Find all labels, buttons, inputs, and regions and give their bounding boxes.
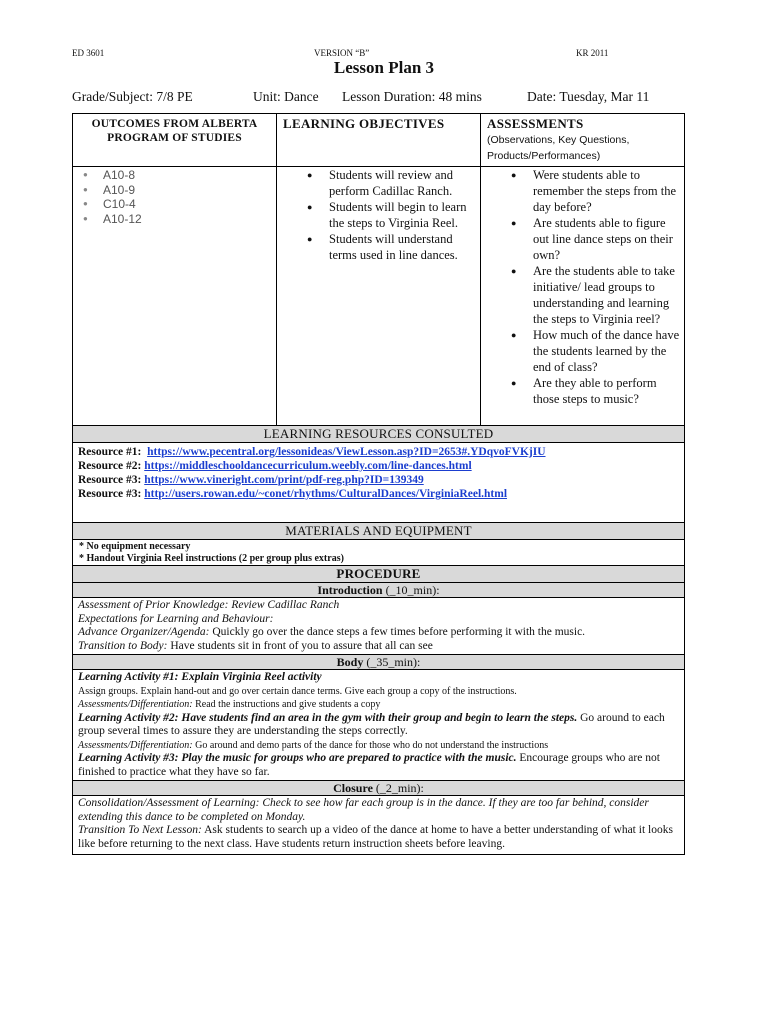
outcomes-cell: [73, 167, 277, 426]
materials-cell: [73, 540, 685, 566]
assessments-cell: [481, 167, 685, 426]
transition-to-body-text: Have students sit in front of you to assure that all can see: [167, 639, 433, 652]
outcomes-header: [73, 114, 277, 167]
material-item: * Handout Virginia Reel instructions (2 per group plus extras): [79, 552, 344, 564]
transition-next-lesson: [78, 824, 680, 851]
body-cell: [73, 670, 685, 781]
consolidation-text: Consolidation/Assessment of Learning: Check to see how far each group is in the dance. If they are too far behind, consider extending this dance to be completed on Monday.: [78, 797, 649, 823]
introduction-duration: (_10_min):: [382, 583, 440, 597]
resource-link[interactable]: https://www.pecentral.org/lessonideas/ViewLesson.asp?ID=2653#.YDqvoFVKjIU: [147, 446, 546, 458]
prior-knowledge-text: Assessment of Prior Knowledge: Review Cadillac Ranch: [78, 599, 340, 611]
body-heading: [73, 655, 685, 670]
activity-3: [78, 752, 680, 779]
activity-2-differentiation: [78, 739, 680, 753]
resource-label: Resource #2:: [78, 460, 142, 472]
activity-2-text: Go around to each group several times to assure they are understanding the steps correctly.: [78, 711, 665, 737]
consolidation: [78, 797, 680, 824]
page-title: Lesson Plan 3: [333, 58, 435, 77]
grade-subject: Grade/Subject: 7/8 PE: [72, 89, 193, 104]
activity-1-differentiation: [78, 698, 680, 712]
advance-organizer: [78, 626, 680, 640]
advance-organizer-label: Advance Organizer/Agenda:: [78, 626, 210, 638]
resource-row: [78, 445, 680, 459]
introduction-label: Introduction: [317, 583, 383, 597]
materials-heading: MATERIALS AND EQUIPMENT: [73, 523, 685, 540]
resources-cell: [73, 443, 685, 523]
activity-1-diff-text: Read the instructions and give students a copy: [192, 699, 381, 710]
closure-heading: [73, 781, 685, 796]
transition-next-lesson-text: Ask students to search up a video of the dance at home to have a better understanding of what it looks like before returning to the next class. Have students return instruction sheets before leaving.: [78, 824, 673, 850]
lesson-date: Date: Tuesday, Mar 11: [527, 89, 650, 104]
advance-organizer-text: Quickly go over the dance steps a few times before performing it with the music.: [209, 626, 586, 638]
closure-cell: [73, 796, 685, 855]
activity-1-title: Learning Activity #1: Explain Virginia Reel activity: [78, 671, 322, 683]
expectations-text: Expectations for Learning and Behaviour:: [78, 612, 274, 625]
unit: Unit: Dance: [253, 89, 319, 104]
objective-item: ● Students will begin to learn the steps to Virginia Reel.: [329, 199, 478, 231]
expectations: [78, 613, 680, 627]
resource-label: Resource #1:: [78, 446, 142, 458]
assessments-list: [481, 167, 684, 407]
columns-header-row: [73, 114, 685, 167]
objectives-list: [277, 167, 480, 263]
outcome-item: ● C10-4: [103, 197, 276, 212]
body-label: Body: [336, 655, 364, 669]
lesson-duration: Lesson Duration: 48 mins: [342, 89, 482, 104]
body-duration: (_35_min):: [363, 655, 421, 669]
activity-1-text: Assign groups. Explain hand-out and go over certain dance terms. Give each group a copy of the instructions.: [78, 685, 517, 697]
activity-2-diff-label: Assessments/Differentiation:: [78, 739, 193, 751]
transition-next-lesson-label: Transition To Next Lesson:: [78, 824, 202, 836]
resource-row: [78, 459, 680, 473]
activity-2: [78, 712, 680, 739]
transition-to-body-label: Transition to Body:: [78, 639, 168, 652]
resources-heading: LEARNING RESOURCES CONSULTED: [73, 426, 685, 443]
closure-duration: (_2_min):: [372, 781, 424, 795]
objectives-header: LEARNING OBJECTIVES: [277, 114, 481, 167]
resource-link[interactable]: https://middleschooldancecurriculum.weebly.com/line-dances.html: [144, 460, 472, 472]
activity-1-diff-label: Assessments/Differentiation:: [78, 699, 193, 710]
closure-label: Closure: [333, 781, 373, 795]
introduction-heading: [73, 583, 685, 598]
assessment-item: ● Are they able to perform those steps to music?: [533, 375, 682, 407]
version-label: VERSION “B”: [314, 48, 370, 58]
resource-link[interactable]: https://www.vineright.com/print/pdf-reg.php?ID=139349: [144, 474, 424, 486]
lesson-meta: [72, 89, 692, 107]
resource-label: Resource #3:: [78, 474, 142, 486]
resource-row: [78, 473, 680, 487]
outcome-item: ● A10-9: [103, 183, 276, 198]
activity-3-text: Encourage groups who are not finished to practice what they have so far.: [78, 752, 660, 778]
outcome-item: ● A10-8: [103, 168, 276, 183]
outcomes-header-line-1: OUTCOMES FROM ALBERTA: [91, 118, 258, 130]
activity-2-title: Learning Activity #2: Have students find an area in the gym with their group and begin to learn the steps.: [78, 711, 578, 724]
assessments-header-sub-2: Products/Performances): [487, 150, 601, 162]
material-item: * No equipment necessary: [79, 541, 191, 552]
lesson-plan-table: [72, 113, 685, 855]
procedure-heading: PROCEDURE: [73, 566, 685, 583]
columns-content-row: [73, 167, 685, 426]
resource-link[interactable]: http://users.rowan.edu/~conet/rhythms/CulturalDances/VirginiaReel.html: [144, 488, 508, 500]
course-code: ED 3601: [72, 48, 105, 58]
objective-item: ● Students will review and perform Cadillac Ranch.: [329, 167, 478, 199]
assessment-item: ● How much of the dance have the students learned by the end of class?: [533, 327, 682, 375]
assessment-item: ● Were students able to remember the steps from the day before?: [533, 167, 682, 215]
resource-row: [78, 487, 680, 501]
transition-to-body: [78, 640, 680, 654]
assessments-header-title: ASSESSMENTS: [487, 116, 584, 131]
resource-label: Resource #3:: [78, 488, 142, 500]
outcome-item: ● A10-12: [103, 212, 276, 227]
assessments-header: [481, 114, 685, 167]
outcomes-header-line-2: PROGRAM OF STUDIES: [107, 132, 242, 144]
assessments-header-sub-1: (Observations, Key Questions,: [487, 134, 630, 146]
outcomes-list: [73, 167, 276, 226]
objectives-cell: [277, 167, 481, 426]
initials-year: KR 2011: [576, 48, 609, 58]
objective-item: ● Students will understand terms used in line dances.: [329, 231, 478, 263]
assessment-item: ● Are the students able to take initiative/ lead groups to understanding and learning the steps to Virginia reel?: [533, 263, 682, 327]
assessment-item: ● Are students able to figure out line dance steps on their own?: [533, 215, 682, 263]
activity-2-diff-text: Go around and demo parts of the dance for those who do not understand the instructions: [192, 739, 549, 751]
activity-3-title: Learning Activity #3: Play the music for groups who are prepared to practice with the music.: [78, 752, 517, 764]
introduction-cell: [73, 598, 685, 655]
prior-knowledge: [78, 599, 680, 613]
